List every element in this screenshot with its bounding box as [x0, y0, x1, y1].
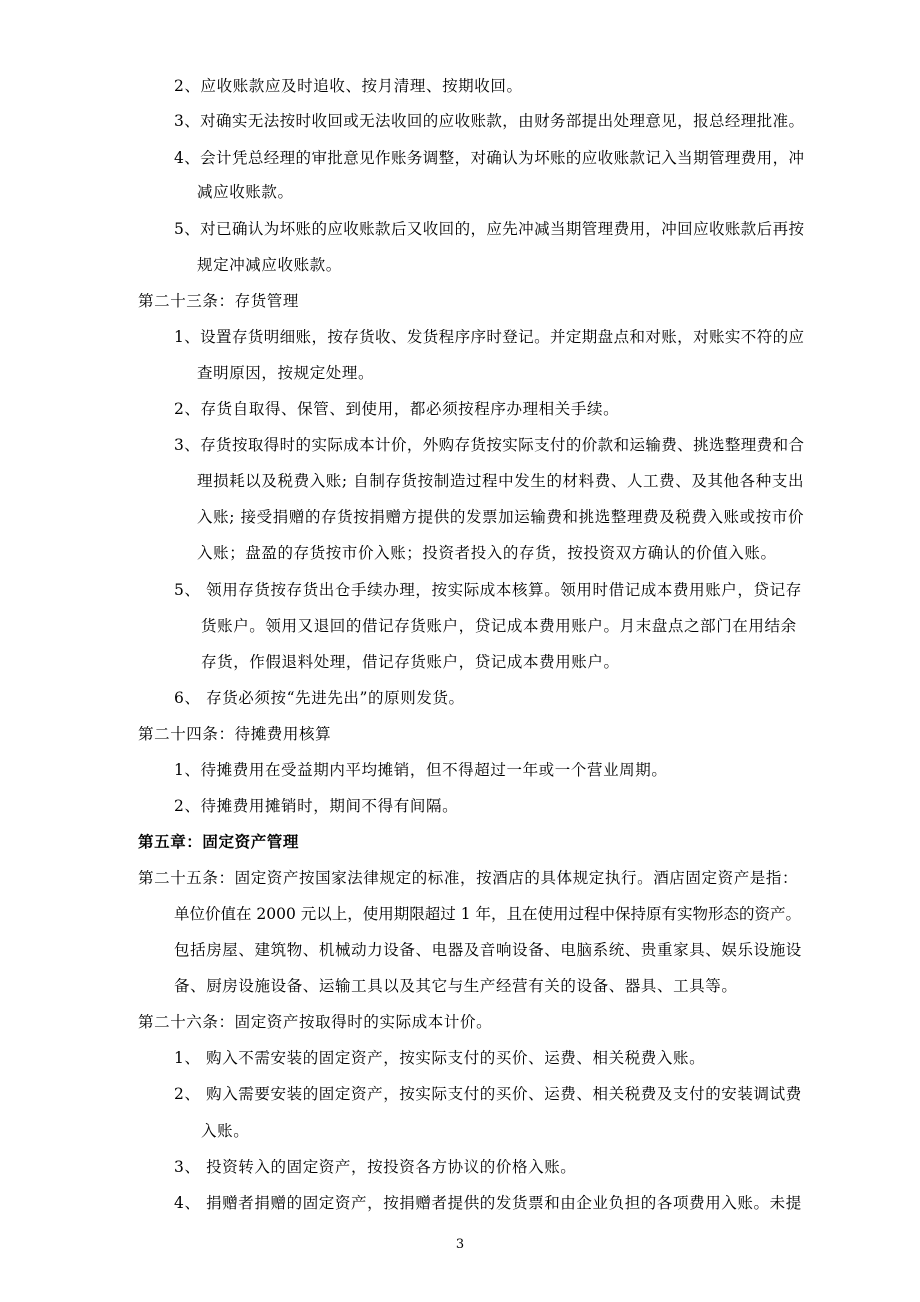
- paragraph-line: 2、存货自取得、保管、到使用，都必须按程序办理相关手续。: [174, 400, 620, 418]
- paragraph-line: 减应收账款。: [197, 183, 294, 201]
- page-number: 3: [455, 1237, 465, 1252]
- paragraph-line: 4、 捐赠者捐赠的固定资产，按捐赠者提供的发货票和由企业负担的各项费用入账。未提: [174, 1194, 802, 1212]
- article-heading: 第二十六条：固定资产按取得时的实际成本计价。: [138, 1013, 493, 1031]
- article-heading: 第二十四条：待摊费用核算: [138, 725, 332, 743]
- paragraph-line: 4、会计凭总经理的审批意见作账务调整，对确认为坏账的应收账款记入当期管理费用，冲: [174, 149, 805, 167]
- paragraph-line: 1、设置存货明细账，按存货收、发货程序序时登记。并定期盘点和对账，对账实不符的应: [174, 328, 805, 346]
- article-heading: 第二十五条：固定资产按国家法律规定的标准，按酒店的具体规定执行。酒店固定资产是指：: [138, 869, 799, 887]
- paragraph-line: 入账。: [201, 1122, 250, 1140]
- paragraph-line: 2、应收账款应及时追收、按月清理、按期收回。: [174, 77, 523, 95]
- paragraph-line: 货账户。领用又退回的借记存货账户，贷记成本费用账户。月末盘点之部门在用结余: [201, 617, 797, 635]
- paragraph-line: 1、待摊费用在受益期内平均摊销，但不得超过一年或一个营业周期。: [174, 761, 668, 779]
- paragraph-line: 6、 存货必须按“先进先出”的原则发货。: [174, 689, 465, 707]
- paragraph-line: 备、厨房设施设备、运输工具以及其它与生产经营有关的设备、器具、工具等。: [174, 977, 738, 995]
- paragraph-line: 理损耗以及税费入账; 自制存货按制造过程中发生的材料费、人工费、及其他各种支出: [197, 472, 805, 490]
- paragraph-line: 5、对已确认为坏账的应收账款后又收回的，应先冲减当期管理费用，冲回应收账款后再按: [174, 220, 805, 238]
- article-heading: 第二十三条：存货管理: [138, 292, 300, 310]
- paragraph-line: 2、 购入需要安装的固定资产，按实际支付的买价、运费、相关税费及支付的安装调试费: [174, 1085, 802, 1103]
- paragraph-line: 3、存货按取得时的实际成本计价，外购存货按实际支付的价款和运输费、挑选整理费和合: [174, 436, 805, 454]
- paragraph-line: 3、 投资转入的固定资产，按投资各方协议的价格入账。: [174, 1158, 577, 1176]
- paragraph-line: 5、 领用存货按存货出仓手续办理，按实际成本核算。领用时借记成本费用账户，贷记存: [174, 581, 802, 599]
- paragraph-line: 规定冲减应收账款。: [197, 256, 342, 274]
- paragraph-line: 查明原因，按规定处理。: [197, 364, 375, 382]
- paragraph-line: 存货，作假退料处理，借记存货账户，贷记成本费用账户。: [201, 653, 620, 671]
- paragraph-line: 1、 购入不需安装的固定资产，按实际支付的买价、运费、相关税费入账。: [174, 1049, 706, 1067]
- paragraph-line: 入账；盘盈的存货按市价入账；投资者投入的存货，按投资双方确认的价值入账。: [197, 544, 777, 562]
- paragraph-line: 包括房屋、建筑物、机械动力设备、电器及音响设备、电脑系统、贵重家具、娱乐设施设: [174, 941, 802, 959]
- chapter-heading: 第五章：固定资产管理: [138, 832, 300, 851]
- paragraph-line: 入账; 接受捐赠的存货按捐赠方提供的发票加运输费和挑选整理费及税费入账或按市价: [197, 508, 805, 526]
- paragraph-line: 单位价值在 2000 元以上，使用期限超过 1 年，且在使用过程中保持原有实物形态的资产。: [174, 905, 802, 923]
- paragraph-line: 2、待摊费用摊销时，期间不得有间隔。: [174, 797, 459, 815]
- paragraph-line: 3、对确实无法按时收回或无法收回的应收账款，由财务部提出处理意见，报总经理批准。: [174, 112, 805, 130]
